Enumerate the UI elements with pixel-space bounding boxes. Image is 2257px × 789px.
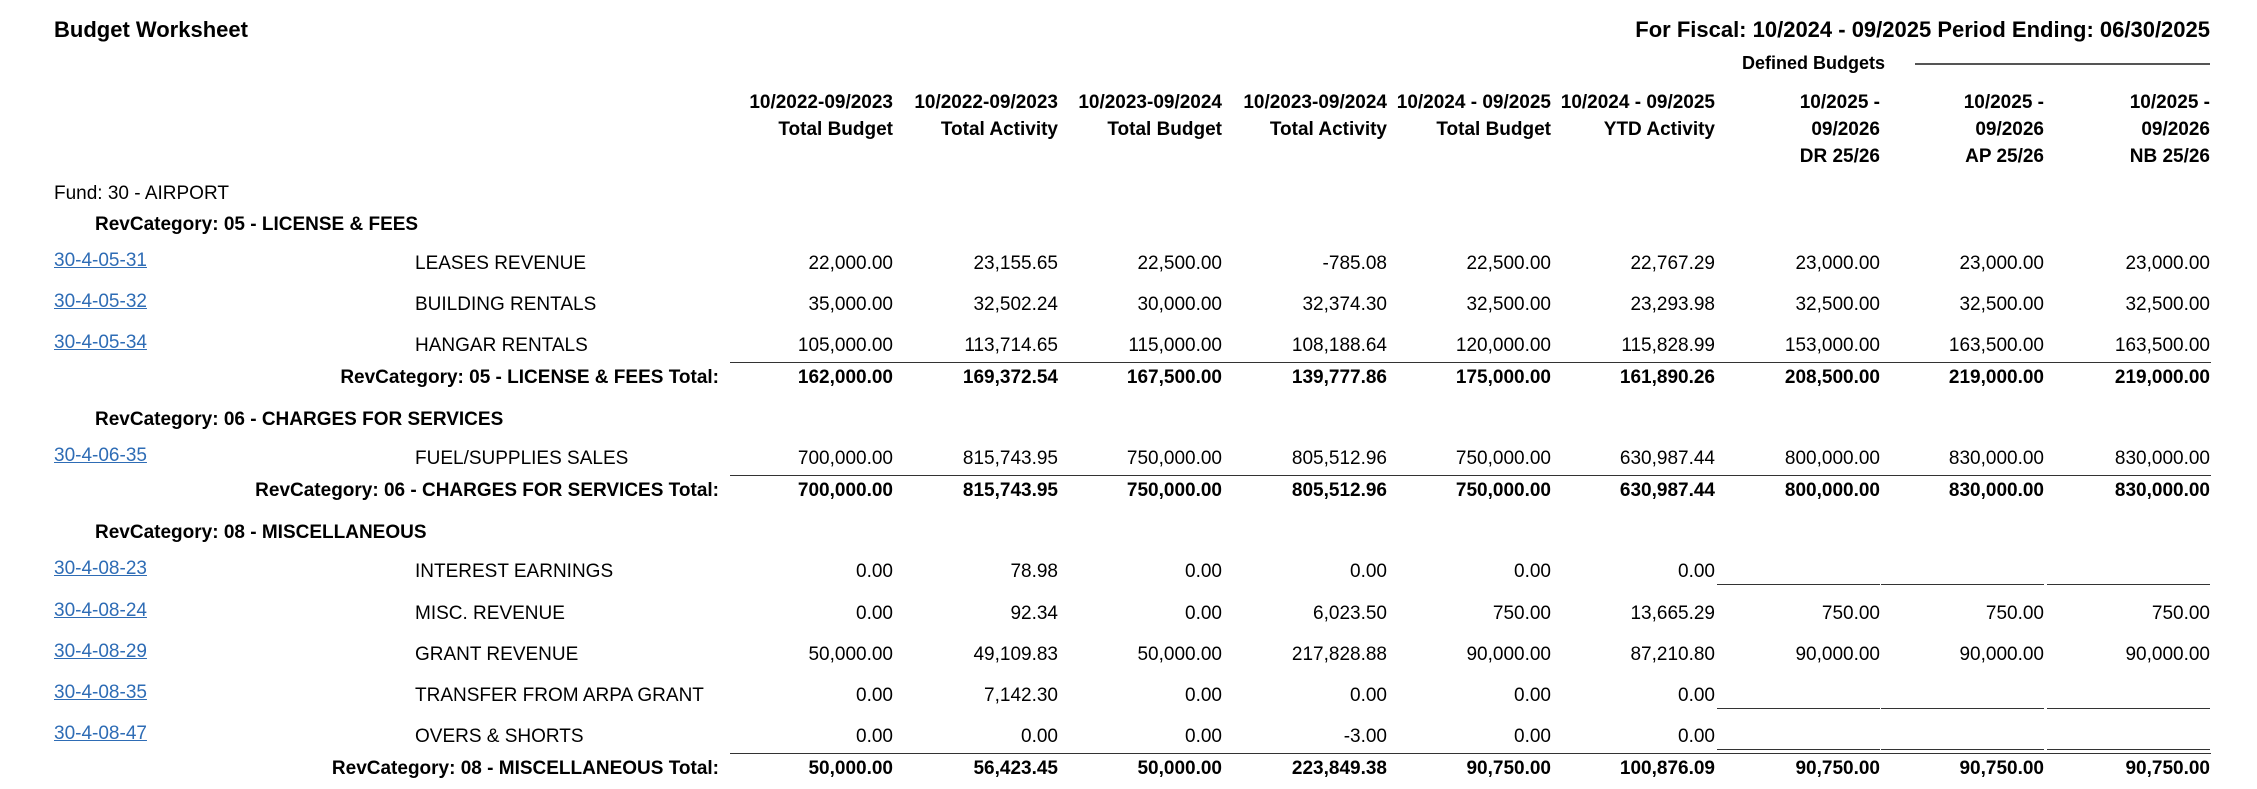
cell-value: 0.00 [1514, 685, 1551, 706]
column-header-line: NB 25/26 [2129, 146, 2210, 167]
category-total-value: 139,777.86 [1291, 367, 1387, 388]
column-header-line: 10/2022-09/2023 [914, 92, 1058, 113]
cell-value: 0.00 [1514, 726, 1551, 747]
cell-value: 800,000.00 [1784, 448, 1880, 469]
category-total-value: 219,000.00 [2114, 367, 2210, 388]
category-total-value: 750,000.00 [1126, 480, 1222, 501]
account-link[interactable]: 30-4-08-24 [54, 600, 147, 621]
account-link[interactable]: 30-4-08-47 [54, 723, 147, 744]
blank-entry-line [2047, 708, 2210, 709]
cell-value: 32,374.30 [1302, 294, 1387, 315]
cell-value: 0.00 [1185, 561, 1222, 582]
category-total-value: 90,750.00 [1795, 758, 1880, 779]
category-total-value: 700,000.00 [797, 480, 893, 501]
column-header [1550, 89, 1715, 143]
category-total-value: 805,512.96 [1291, 480, 1387, 501]
cell-value: 30,000.00 [1137, 294, 1222, 315]
cell-value: 32,500.00 [1959, 294, 2044, 315]
cell-value: 750.00 [1492, 603, 1551, 624]
cell-value: 23,155.65 [973, 253, 1058, 274]
cell-value: 87,210.80 [1630, 644, 1715, 665]
cell-value: 120,000.00 [1455, 335, 1551, 356]
category-total-value: 208,500.00 [1784, 367, 1880, 388]
subtotal-rule [730, 362, 2211, 363]
column-header-line: 09/2026 [2141, 119, 2210, 140]
column-header [2045, 89, 2210, 170]
column-header-line: 10/2022-09/2023 [749, 92, 893, 113]
cell-value: -785.08 [1322, 253, 1387, 274]
cell-value: 22,767.29 [1630, 253, 1715, 274]
account-description: GRANT REVENUE [415, 644, 579, 665]
cell-value: 113,714.65 [964, 335, 1058, 356]
column-header [1879, 89, 2044, 170]
cell-value: 750.00 [2151, 603, 2210, 624]
category-total-value: 100,876.09 [1619, 758, 1715, 779]
column-header-line: YTD Activity [1603, 119, 1715, 140]
cell-value: 815,743.95 [962, 448, 1058, 469]
cell-value: 90,000.00 [1795, 644, 1880, 665]
account-description: OVERS & SHORTS [415, 726, 584, 747]
category-total-label: RevCategory: 05 - LICENSE & FEES Total: [340, 367, 719, 388]
subtotal-rule [730, 753, 2211, 754]
column-header-line: Total Activity [940, 119, 1058, 140]
account-link[interactable]: 30-4-05-34 [54, 332, 147, 353]
category-total-value: 167,500.00 [1126, 367, 1222, 388]
cell-value: 22,500.00 [1466, 253, 1551, 274]
column-header [1222, 89, 1387, 143]
report-title: Budget Worksheet [54, 17, 248, 42]
cell-value: 90,000.00 [2125, 644, 2210, 665]
cell-value: 115,000.00 [1128, 335, 1222, 356]
column-header-line: 10/2025 - [1963, 92, 2044, 113]
cell-value: 23,000.00 [1959, 253, 2044, 274]
cell-value: 0.00 [1350, 685, 1387, 706]
defined-budgets-label: Defined Budgets [1742, 53, 1886, 73]
column-header-line: 09/2026 [1811, 119, 1880, 140]
cell-value: 217,828.88 [1291, 644, 1387, 665]
category-total-value: 830,000.00 [2114, 480, 2210, 501]
account-description: INTEREST EARNINGS [415, 561, 614, 582]
cell-value: 750.00 [1821, 603, 1880, 624]
category-total-value: 219,000.00 [1948, 367, 2044, 388]
cell-value: 0.00 [1185, 685, 1222, 706]
cell-value: 830,000.00 [1948, 448, 2044, 469]
category-heading: RevCategory: 08 - MISCELLANEOUS [95, 522, 427, 543]
cell-value: 0.00 [1021, 726, 1058, 747]
column-header-line: Total Budget [1107, 119, 1222, 140]
blank-entry-line [2047, 749, 2210, 750]
category-heading: RevCategory: 05 - LICENSE & FEES [95, 214, 419, 235]
cell-value: 6,023.50 [1313, 603, 1387, 624]
account-link[interactable]: 30-4-08-29 [54, 641, 147, 662]
column-header [1386, 89, 1551, 143]
cell-value: 105,000.00 [797, 335, 893, 356]
category-total-value: 50,000.00 [1137, 758, 1222, 779]
column-header-line: 10/2025 - [2129, 92, 2210, 113]
category-total-value: 90,750.00 [1466, 758, 1551, 779]
cell-value: 32,500.00 [1466, 294, 1551, 315]
cell-value: 805,512.96 [1291, 448, 1387, 469]
cell-value: 0.00 [856, 561, 893, 582]
column-header-line: Total Activity [1269, 119, 1387, 140]
cell-value: 90,000.00 [1466, 644, 1551, 665]
subtotal-rule [730, 475, 2211, 476]
blank-entry-line [1881, 584, 2044, 585]
cell-value: 23,293.98 [1630, 294, 1715, 315]
blank-entry-line [1717, 708, 1880, 709]
column-header [1715, 89, 1880, 170]
account-link[interactable]: 30-4-06-35 [54, 445, 147, 466]
blank-entry-line [1717, 584, 1880, 585]
column-header-line: 10/2024 - 09/2025 [1560, 92, 1715, 113]
category-total-value: 162,000.00 [797, 367, 893, 388]
cell-value: 22,500.00 [1137, 253, 1222, 274]
cell-value: 0.00 [856, 726, 893, 747]
cell-value: 115,828.99 [1621, 335, 1715, 356]
cell-value: 163,500.00 [2114, 335, 2210, 356]
column-header-line: 10/2023-09/2024 [1078, 92, 1222, 113]
cell-value: 50,000.00 [808, 644, 893, 665]
column-header-line: 10/2023-09/2024 [1243, 92, 1387, 113]
cell-value: 23,000.00 [2125, 253, 2210, 274]
account-link[interactable]: 30-4-08-35 [54, 682, 147, 703]
cell-value: 13,665.29 [1630, 603, 1715, 624]
cell-value: 92.34 [1010, 603, 1058, 624]
blank-entry-line [1881, 749, 2044, 750]
category-total-value: 175,000.00 [1455, 367, 1551, 388]
category-total-value: 50,000.00 [808, 758, 893, 779]
cell-value: 700,000.00 [797, 448, 893, 469]
cell-value: 49,109.83 [973, 644, 1058, 665]
cell-value: 163,500.00 [1948, 335, 2044, 356]
category-total-value: 830,000.00 [1948, 480, 2044, 501]
cell-value: 630,987.44 [1619, 448, 1715, 469]
cell-value: 0.00 [856, 603, 893, 624]
column-header-line: AP 25/26 [1965, 146, 2044, 167]
column-header-line: 09/2026 [1975, 119, 2044, 140]
category-total-value: 161,890.26 [1619, 367, 1715, 388]
column-header-line: Total Budget [778, 119, 893, 140]
cell-value: 0.00 [1678, 561, 1715, 582]
cell-value: 32,500.00 [2125, 294, 2210, 315]
cell-value: 0.00 [1185, 726, 1222, 747]
defined-budgets-divider [1915, 63, 2210, 65]
column-header [1057, 89, 1222, 143]
category-total-value: 56,423.45 [973, 758, 1058, 779]
blank-entry-line [1717, 749, 1880, 750]
account-description: LEASES REVENUE [415, 253, 587, 274]
account-link[interactable]: 30-4-05-32 [54, 291, 147, 312]
cell-value: 0.00 [1514, 561, 1551, 582]
cell-value: 90,000.00 [1959, 644, 2044, 665]
account-description: TRANSFER FROM ARPA GRANT [415, 685, 704, 706]
cell-value: 750,000.00 [1126, 448, 1222, 469]
cell-value: 0.00 [1185, 603, 1222, 624]
account-link[interactable]: 30-4-08-23 [54, 558, 147, 579]
account-description: HANGAR RENTALS [415, 335, 588, 356]
category-total-value: 750,000.00 [1455, 480, 1551, 501]
cell-value: 78.98 [1010, 561, 1058, 582]
column-header-line: 10/2025 - [1799, 92, 1880, 113]
category-total-label: RevCategory: 08 - MISCELLANEOUS Total: [331, 758, 719, 779]
cell-value: 0.00 [856, 685, 893, 706]
category-total-value: 90,750.00 [1959, 758, 2044, 779]
cell-value: 750,000.00 [1455, 448, 1551, 469]
account-link[interactable]: 30-4-05-31 [54, 250, 147, 271]
blank-entry-line [2047, 584, 2210, 585]
cell-value: 50,000.00 [1137, 644, 1222, 665]
cell-value: 32,502.24 [973, 294, 1058, 315]
cell-value: 35,000.00 [808, 294, 893, 315]
category-total-value: 815,743.95 [962, 480, 1058, 501]
column-header-line: Total Budget [1436, 119, 1551, 140]
category-total-value: 169,372.54 [962, 367, 1058, 388]
fiscal-period: For Fiscal: 10/2024 - 09/2025 Period Ending: 06/30/2025 [1635, 17, 2210, 42]
cell-value: 0.00 [1678, 726, 1715, 747]
category-total-label: RevCategory: 06 - CHARGES FOR SERVICES Total: [255, 480, 719, 501]
category-total-value: 800,000.00 [1784, 480, 1880, 501]
cell-value: 7,142.30 [984, 685, 1058, 706]
column-header-line: 10/2024 - 09/2025 [1396, 92, 1551, 113]
category-total-value: 223,849.38 [1291, 758, 1387, 779]
cell-value: 23,000.00 [1795, 253, 1880, 274]
cell-value: 32,500.00 [1795, 294, 1880, 315]
category-total-value: 630,987.44 [1619, 480, 1715, 501]
cell-value: 0.00 [1678, 685, 1715, 706]
category-total-value: 90,750.00 [2125, 758, 2210, 779]
cell-value: 750.00 [1985, 603, 2044, 624]
account-description: MISC. REVENUE [415, 603, 565, 624]
column-header [893, 89, 1058, 143]
account-description: FUEL/SUPPLIES SALES [415, 448, 629, 469]
blank-entry-line [1881, 708, 2044, 709]
account-description: BUILDING RENTALS [415, 294, 597, 315]
cell-value: 22,000.00 [808, 253, 893, 274]
cell-value: 0.00 [1350, 561, 1387, 582]
category-heading: RevCategory: 06 - CHARGES FOR SERVICES [95, 409, 504, 430]
column-header [728, 89, 893, 143]
fund-label: Fund: 30 - AIRPORT [54, 183, 229, 204]
cell-value: 108,188.64 [1291, 335, 1387, 356]
column-header-line: DR 25/26 [1799, 146, 1880, 167]
cell-value: 830,000.00 [2114, 448, 2210, 469]
cell-value: 153,000.00 [1784, 335, 1880, 356]
cell-value: -3.00 [1343, 726, 1387, 747]
